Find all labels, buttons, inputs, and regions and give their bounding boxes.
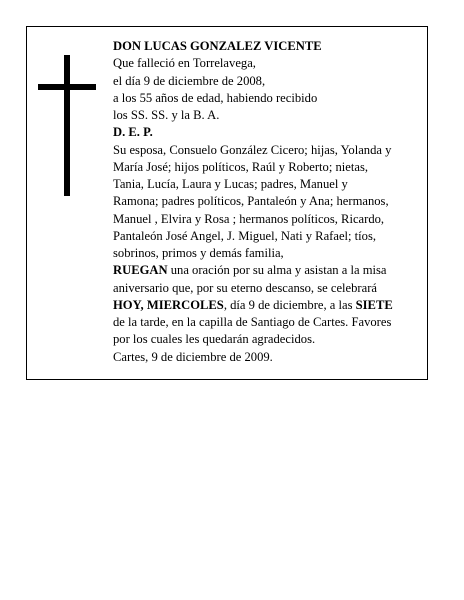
cross-vertical-bar [64,55,70,196]
request-line: de la tarde, en la capilla de Santiago de Cartes. Favores [113,315,392,329]
request-text: , día 9 de diciembre, a las [223,297,356,312]
request-line [113,262,425,279]
family-line: Ramona; padres políticos, Pantaleón y Ana; hermanos, [113,194,389,209]
family-line: sobrinos, primos y demás familia, [113,246,284,260]
intro-line: los SS. SS. y la B. A. [113,108,220,122]
intro-line: Que falleció en Torrelavega, [113,56,256,71]
family-line: Tania, Lucía, Laura y Lucas; padres, Manuel y [113,177,348,191]
obituary-text [113,38,425,366]
intro-line: el día 9 de diciembre de 2008, [113,73,266,88]
dep-heading: D. E. P. [113,125,153,140]
family-line: Pantaleón José Angel, J. Miguel, Nati y Rafael; tíos, [113,228,377,243]
request-line: aniversario que, por su eterno descanso, se celebrará [113,280,378,295]
family-line: Su esposa, Consuelo González Cicero; hijas, Yolanda y [113,142,392,157]
siete-word: SIETE [355,297,393,312]
hoy-miercoles: HOY, MIERCOLES [113,297,224,312]
intro-line: a los 55 años de edad, habiendo recibido [113,90,318,105]
family-line: Manuel , Elvira y Rosa ; hermanos políticos, Ricardo, [113,211,385,226]
request-line: por los cuales les quedarán agradecidos. [113,332,316,347]
deceased-name: DON LUCAS GONZALEZ VICENTE [113,39,322,53]
request-text: una oración por su alma y asistan a la misa [167,263,387,278]
request-line [113,297,425,314]
ruegan-word: RUEGAN [113,263,168,278]
cross-horizontal-bar [38,84,96,90]
closing-line: Cartes, 9 de diciembre de 2009. [113,349,273,364]
family-line: María José; hijos políticos, Raúl y Roberto; nietas, [113,159,368,174]
